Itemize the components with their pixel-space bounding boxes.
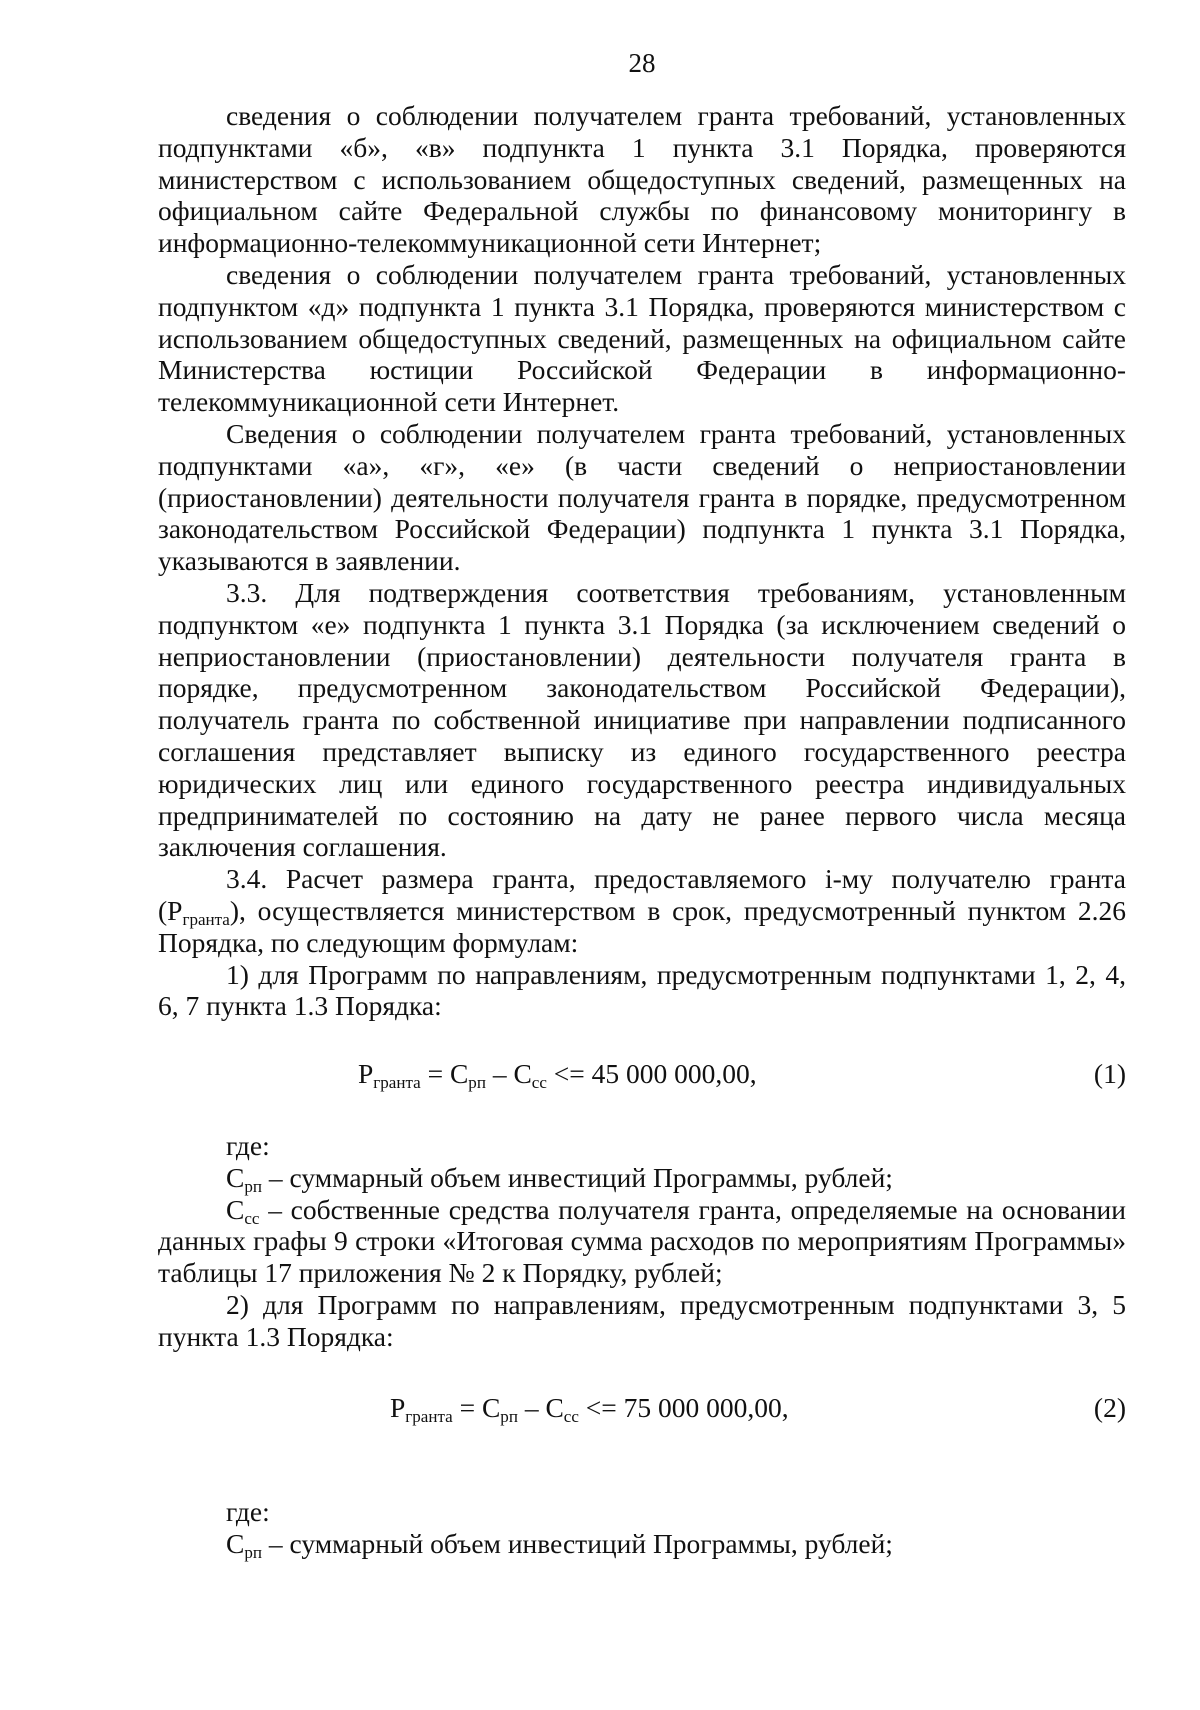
paragraph-fin-monitoring: сведения о соблюдении получателем гранта требований, установленных подпунктами «б», «в» подпункта 1 пункта 3.1 Порядка, проверяются министерством с использованием общедоступных сведений, размещенных на официальном сайте Федеральной службы по финансовому мониторингу в информационно-телекоммуникационной сети Интернет; (158, 100, 1126, 259)
document-page (158, 48, 1126, 1560)
formula-1-row (158, 1058, 1126, 1090)
where-label-2: где: (226, 1496, 270, 1528)
paragraph-item-2: 2) для Программ по направлениям, предусмотренным подпунктами 3, 5 пункта 1.3 Порядка: (158, 1288, 1126, 1352)
definition-crp-2: $С_{рп}$ – суммарный объем инвестиций Программы, рублей; (226, 1528, 893, 1562)
paragraph-item-1: 1) для Программ по направлениям, предусмотренным подпунктами 1, 2, 4, 6, 7 пункта 1.3 Порядка: (158, 958, 1126, 1022)
formula-1: $P_{гранта} = C_{рп} - C_{сс} <= 45$ 000 000,00, (358, 1058, 757, 1092)
formula-2: $P_{гранта} = C_{рп} - C_{сс} <= 75$ 000 000,00, (390, 1392, 789, 1427)
formula-1-number: (1) (1093, 1058, 1126, 1090)
where-label-1: где: (226, 1129, 270, 1161)
formula-2-number: (2) (1093, 1392, 1126, 1424)
paragraph-3-4 (158, 863, 1126, 958)
paragraph-3-4-start: 3.4. Расчет размера гранта, предоставляемого i-му получателю гранта (P (158, 863, 1126, 926)
definition-ccc: $С_{сс}$ – собственные средства получателя гранта, определяемые на основании данных графы 9 строки «Итоговая сумма расходов по мероприятиям Программы» таблицы 17 приложения № 2 к Порядку, рублей; (158, 1193, 1126, 1289)
paragraph-application-info: Сведения о соблюдении получателем гранта требований, установленных подпунктами «а», «г», «е» (в части сведений о неприостановлении (приостановлении) деятельности получателя гранта в порядке, предусмотренном законодательством Российской Федерации) подпункта 1 пункта 3.1 Порядка, указываются в заявлении. (158, 417, 1126, 577)
formula-2-row (158, 1392, 1126, 1427)
definition-crp-1: $С_{рп}$ – суммарный объем инвестиций Программы, рублей; (226, 1161, 893, 1196)
page-number: 28 (628, 48, 656, 78)
paragraph-3-3: 3.3. Для подтверждения соответствия требованиям, установленным подпунктом «е» подпункта 1 пункта 3.1 Порядка (за исключением сведений о неприостановлении (приостановлении) деятельности получателя гранта в порядке, предусмотренном законодательством Российской Федерации), получатель гранта по собственной инициативе при направлении подписанного соглашения представляет выписку из единого государственного реестра юридических лиц или единого государственного реестра индивидуальных предпринимателей по состоянию на дату не ранее первого числа месяца заключения соглашения. (158, 576, 1126, 863)
grant-subscript: гранта (182, 909, 230, 929)
paragraph-3-4-end: ), осуществляется министерством в срок, предусмотренный пунктом 2.26 Порядка, по следующим формулам: (158, 894, 1126, 958)
paragraph-ministry-justice: сведения о соблюдении получателем гранта требований, установленных подпунктом «д» подпункта 1 пункта 3.1 Порядка, проверяются министерством с использованием общедоступных сведений, размещенных на официальном сайте Министерства юстиции Российской Федерации в информационно-телекоммуникационной сети Интернет. (158, 258, 1126, 418)
